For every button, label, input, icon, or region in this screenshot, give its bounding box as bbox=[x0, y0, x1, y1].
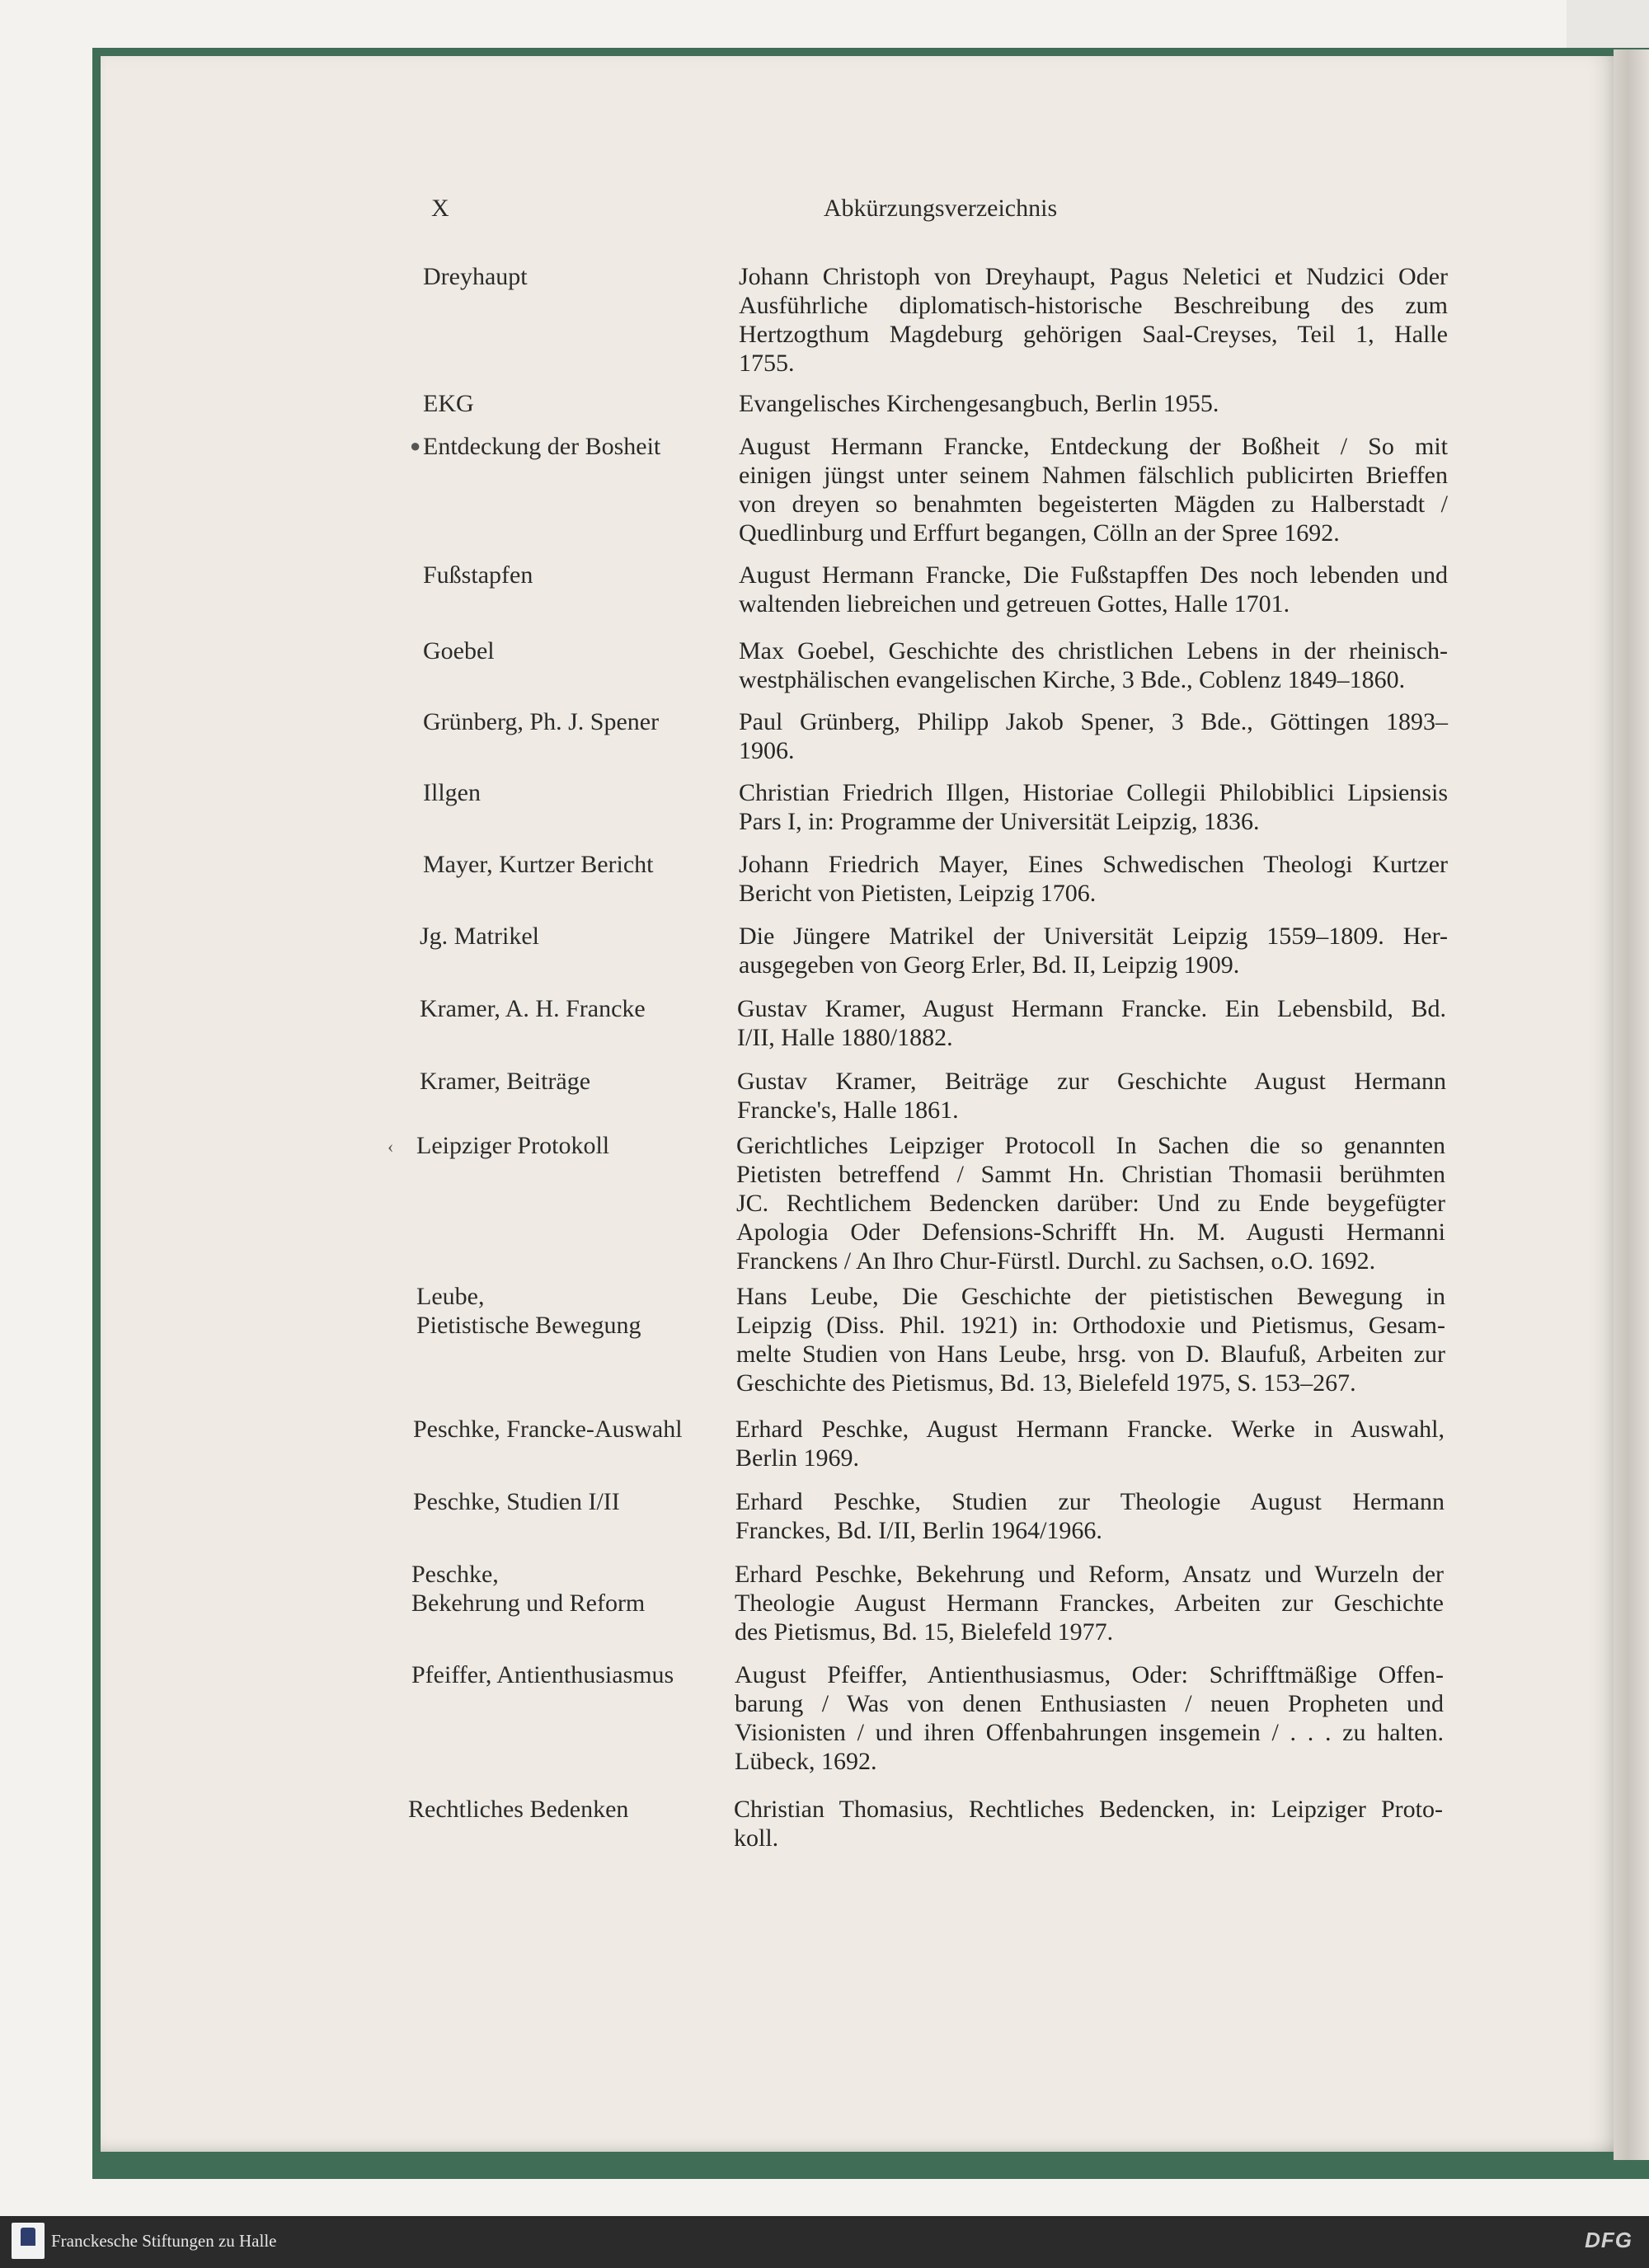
institution-name: Franckesche Stiftungen zu Halle bbox=[51, 2231, 277, 2251]
description-line: waltenden liebreichen und getreuen Gottes, Halle 1701. bbox=[739, 590, 1290, 617]
description-line: Paul Grünberg, Philipp Jakob Spener, 3 Bde., Göttingen 1893– bbox=[739, 708, 1448, 735]
abbreviation-term-line: Kramer, Beiträge bbox=[420, 1068, 591, 1095]
abbreviation-term-line: Illgen bbox=[423, 779, 481, 806]
description-line: einigen jüngst unter seinem Nahmen fälschlich publicirten Brieffen bbox=[739, 462, 1448, 489]
abbreviation-description bbox=[735, 1415, 1445, 1472]
description-line: JC. Rechtlichem Bedencken darüber: Und zu Ende beygefügter bbox=[736, 1190, 1445, 1217]
description-line: Gustav Kramer, August Hermann Francke. Ein Lebensbild, Bd. bbox=[737, 995, 1446, 1022]
abbreviation-term bbox=[420, 994, 733, 1023]
abbreviation-term bbox=[413, 1415, 726, 1444]
abbreviation-term-line: Grünberg, Ph. J. Spener bbox=[423, 708, 660, 735]
abbreviation-description bbox=[734, 1795, 1443, 1852]
description-line: Apologia Oder Defensions-Schrifft Hn. M. Augusti Hermanni bbox=[736, 1219, 1445, 1246]
description-line: August Pfeiffer, Antienthusiasmus, Oder: Schrifftmäßige Offen- bbox=[735, 1661, 1444, 1688]
abbreviation-description bbox=[735, 1487, 1445, 1545]
abbreviation-description bbox=[739, 922, 1448, 979]
description-line: 1755. bbox=[739, 350, 795, 377]
running-head bbox=[431, 195, 1449, 228]
description-line: Christian Thomasius, Rechtliches Bedencken, in: Leipziger Proto- bbox=[734, 1796, 1443, 1823]
abbreviation-term-line: Leipziger Protokoll bbox=[416, 1132, 610, 1159]
abbreviation-term-line: Fußstapfen bbox=[423, 561, 533, 589]
abbreviation-term-line: Entdeckung der Bosheit bbox=[423, 433, 661, 460]
abbreviation-term-line: Peschke, bbox=[411, 1561, 499, 1588]
description-line: Evangelisches Kirchengesangbuch, Berlin 1955. bbox=[739, 390, 1219, 417]
description-line: Johann Christoph von Dreyhaupt, Pagus Neletici et Nudzici Oder bbox=[739, 263, 1448, 290]
abbreviation-term-line: Peschke, Studien I/II bbox=[413, 1488, 620, 1515]
abbreviation-term-line: Dreyhaupt bbox=[423, 263, 528, 290]
abbreviation-term bbox=[413, 1487, 726, 1516]
description-line: August Hermann Francke, Die Fußstapffen Des noch lebenden und bbox=[739, 561, 1448, 589]
abbreviation-term-line: Bekehrung und Reform bbox=[411, 1589, 646, 1617]
abbreviation-term-line: Leube, bbox=[416, 1283, 485, 1310]
abbreviation-description bbox=[736, 1131, 1445, 1275]
description-line: Die Jüngere Matrikel der Universität Leipzig 1559–1809. Her- bbox=[739, 923, 1448, 950]
description-line: Leipzig (Diss. Phil. 1921) in: Orthodoxie und Pietismus, Gesam- bbox=[736, 1312, 1445, 1339]
abbreviation-description bbox=[739, 778, 1448, 836]
description-line: Visionisten / und ihren Offenbahrungen insgemein / . . . zu halten. bbox=[735, 1719, 1444, 1746]
page-edge bbox=[1614, 49, 1649, 2160]
abbreviation-term bbox=[420, 1067, 733, 1096]
description-line: Pars I, in: Programme der Universität Leipzig, 1836. bbox=[739, 808, 1260, 835]
description-line: Quedlinburg und Erffurt begangen, Cölln an der Spree 1692. bbox=[739, 519, 1340, 547]
abbreviation-description bbox=[739, 707, 1448, 765]
abbreviation-term-line: Jg. Matrikel bbox=[420, 923, 539, 950]
description-line: Franckes, Bd. I/II, Berlin 1964/1966. bbox=[735, 1517, 1102, 1544]
dfg-logo: DFG bbox=[1585, 2228, 1633, 2252]
abbreviation-term bbox=[423, 636, 736, 665]
description-line: Gerichtliches Leipziger Protocoll In Sachen die so genannten bbox=[736, 1132, 1445, 1159]
abbreviation-term bbox=[420, 922, 733, 951]
abbreviation-description bbox=[739, 389, 1448, 418]
description-line: Johann Friedrich Mayer, Eines Schwedischen Theologi Kurtzer bbox=[739, 851, 1448, 878]
abbreviation-description bbox=[736, 1282, 1445, 1397]
description-line: Hertzogthum Magdeburg gehörigen Saal-Creyses, Teil 1, Halle bbox=[739, 321, 1448, 348]
description-line: westphälischen evangelischen Kirche, 3 Bde., Coblenz 1849–1860. bbox=[739, 666, 1406, 693]
description-line: Ausführliche diplomatisch-historische Beschreibung des zum bbox=[739, 292, 1448, 319]
description-line: August Hermann Francke, Entdeckung der Boßheit / So mit bbox=[739, 433, 1448, 460]
description-line: Erhard Peschke, Studien zur Theologie August Hermann bbox=[735, 1488, 1445, 1515]
abbreviation-term bbox=[411, 1560, 725, 1618]
description-line: Berlin 1969. bbox=[735, 1444, 859, 1472]
abbreviation-term-line: Mayer, Kurtzer Bericht bbox=[423, 851, 654, 878]
description-line: ausgegeben von Georg Erler, Bd. II, Leipzig 1909. bbox=[739, 951, 1240, 979]
abbreviation-term bbox=[416, 1131, 730, 1160]
page-number: X bbox=[431, 195, 449, 222]
margin-mark: ‹ bbox=[388, 1136, 394, 1157]
abbreviation-term-line: Kramer, A. H. Francke bbox=[420, 995, 646, 1022]
description-line: Geschichte des Pietismus, Bd. 13, Bielefeld 1975, S. 153–267. bbox=[736, 1369, 1356, 1397]
description-line: Francke's, Halle 1861. bbox=[737, 1096, 959, 1124]
abbreviation-description bbox=[735, 1660, 1444, 1776]
description-line: I/II, Halle 1880/1882. bbox=[737, 1024, 953, 1051]
abbreviation-description bbox=[739, 432, 1448, 547]
abbreviation-term bbox=[423, 850, 736, 879]
description-line: Christian Friedrich Illgen, Historiae Collegii Philobiblici Lipsiensis bbox=[739, 779, 1448, 806]
abbreviation-description bbox=[739, 262, 1448, 378]
description-line: Theologie August Hermann Franckes, Arbeiten zur Geschichte bbox=[735, 1589, 1444, 1617]
description-line: Bericht von Pietisten, Leipzig 1706. bbox=[739, 880, 1097, 907]
description-line: Erhard Peschke, August Hermann Francke. Werke in Auswahl, bbox=[735, 1416, 1445, 1443]
abbreviation-term-line: Pfeiffer, Antienthusiasmus bbox=[411, 1661, 674, 1688]
institution-logo-icon bbox=[12, 2223, 45, 2259]
abbreviation-term bbox=[423, 389, 736, 418]
description-line: Hans Leube, Die Geschichte der pietistischen Bewegung in bbox=[736, 1283, 1445, 1310]
description-line: Lübeck, 1692. bbox=[735, 1748, 877, 1775]
description-line: des Pietismus, Bd. 15, Bielefeld 1977. bbox=[735, 1618, 1114, 1646]
description-line: melte Studien von Hans Leube, hrsg. von D. Blaufuß, Arbeiten zur bbox=[736, 1341, 1445, 1368]
page-title: Abkürzungsverzeichnis bbox=[823, 195, 1058, 222]
abbreviation-description bbox=[737, 1067, 1446, 1125]
abbreviation-term bbox=[423, 778, 736, 807]
abbreviation-term bbox=[416, 1282, 730, 1340]
abbreviation-term bbox=[408, 1795, 721, 1824]
description-line: 1906. bbox=[739, 737, 795, 764]
abbreviation-term-line: Pietistische Bewegung bbox=[416, 1312, 641, 1339]
abbreviation-term-line: EKG bbox=[423, 390, 474, 417]
abbreviation-description bbox=[735, 1560, 1444, 1646]
description-line: von dreyen so benahmten begeisterten Mägden zu Halberstadt / bbox=[739, 491, 1448, 518]
abbreviation-description bbox=[737, 994, 1446, 1052]
abbreviation-term bbox=[423, 561, 736, 589]
description-line: Erhard Peschke, Bekehrung und Reform, Ansatz und Wurzeln der bbox=[735, 1561, 1444, 1588]
abbreviation-description bbox=[739, 561, 1448, 618]
abbreviation-term-line: Goebel bbox=[423, 637, 495, 664]
description-line: Franckens / An Ihro Chur-Fürstl. Durchl. zu Sachsen, o.O. 1692. bbox=[736, 1247, 1376, 1275]
abbreviation-term bbox=[423, 262, 736, 291]
background-corner bbox=[1567, 0, 1649, 49]
abbreviation-term-line: Rechtliches Bedenken bbox=[408, 1796, 629, 1823]
footer-bar bbox=[0, 2216, 1649, 2268]
abbreviation-term bbox=[423, 707, 736, 736]
abbreviation-term bbox=[411, 1660, 725, 1689]
description-line: Pietisten betreffend / Sammt Hn. Christian Thomasii berühmten bbox=[736, 1161, 1445, 1188]
abbreviation-term-line: Peschke, Francke-Auswahl bbox=[413, 1416, 683, 1443]
description-line: barung / Was von denen Enthusiasten / neuen Propheten und bbox=[735, 1690, 1444, 1717]
description-line: Max Goebel, Geschichte des christlichen Lebens in der rheinisch- bbox=[739, 637, 1448, 664]
margin-mark: ● bbox=[410, 435, 421, 456]
abbreviation-term bbox=[423, 432, 736, 461]
description-line: Gustav Kramer, Beiträge zur Geschichte August Hermann bbox=[737, 1068, 1446, 1095]
abbreviation-description bbox=[739, 850, 1448, 908]
abbreviation-description bbox=[739, 636, 1448, 694]
description-line: koll. bbox=[734, 1824, 779, 1852]
